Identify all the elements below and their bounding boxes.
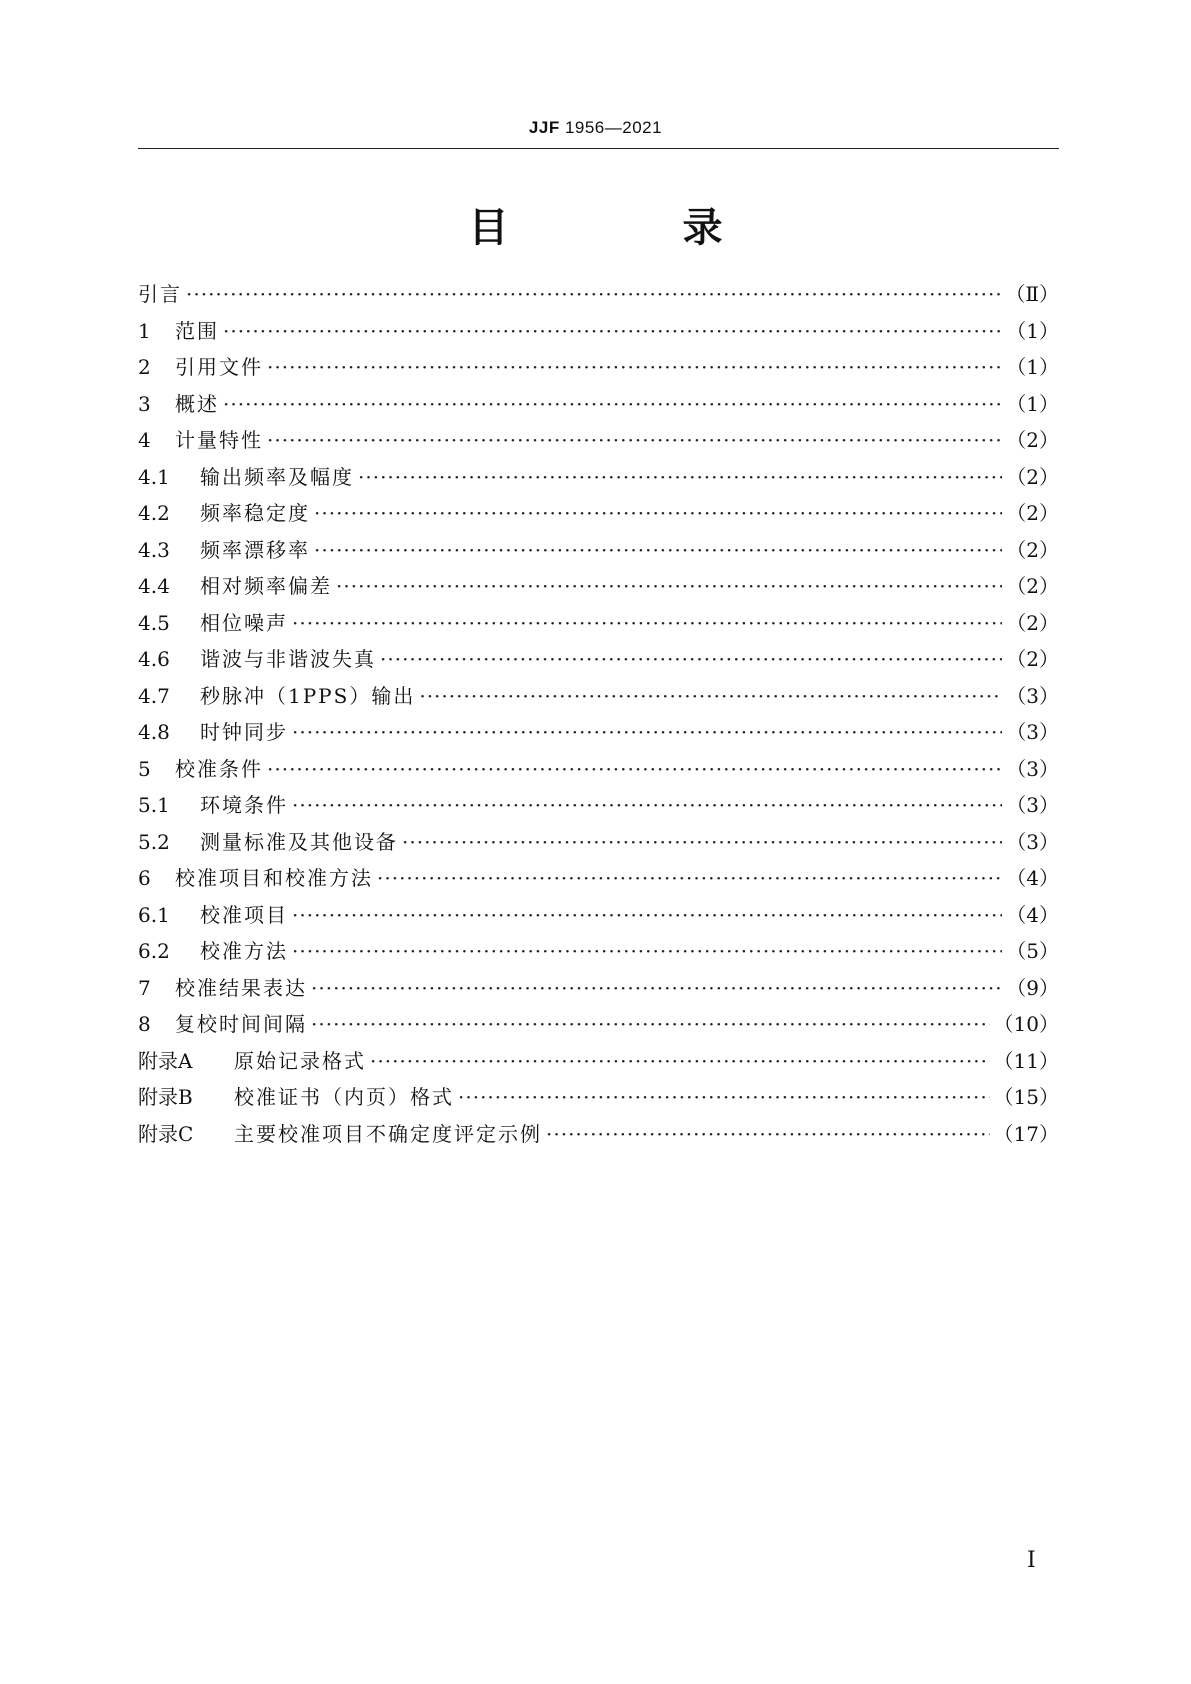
- toc-entry-page: （2）: [1006, 574, 1059, 598]
- toc-entry-page: （4）: [1006, 866, 1059, 890]
- toc-entry[interactable]: [138, 278, 1059, 315]
- toc-entry-number: 6.1: [138, 902, 170, 927]
- toc-entry-number: 6.2: [138, 939, 170, 963]
- toc-entry-number: 4: [138, 428, 151, 452]
- toc-entry-page: （2）: [1006, 610, 1059, 635]
- toc-entry[interactable]: [138, 607, 1059, 644]
- toc-entry-page: （4）: [1006, 902, 1059, 927]
- toc-dot-leader: [292, 720, 1002, 744]
- toc-entry-page: （2）: [1006, 464, 1059, 489]
- toc-dot-leader: [292, 793, 1002, 817]
- toc-entry-title: 引言: [138, 282, 182, 306]
- toc-entry-number: 4.6: [138, 647, 170, 671]
- toc-entry[interactable]: [138, 862, 1059, 899]
- toc-entry[interactable]: [138, 789, 1059, 826]
- toc-dot-leader: [377, 866, 1002, 890]
- toc-entry[interactable]: [138, 1008, 1059, 1045]
- toc-entry[interactable]: [138, 899, 1059, 936]
- toc-entry-page: （1）: [1006, 391, 1059, 416]
- toc-entry-page: （3）: [1006, 829, 1059, 854]
- toc-dot-leader: [314, 538, 1002, 562]
- toc-dot-leader: [292, 611, 1002, 635]
- toc-entry-title: 范围: [175, 318, 219, 343]
- toc-dot-leader: [186, 282, 1001, 306]
- toc-entry-title: 时钟同步: [200, 720, 288, 744]
- toc-entry-title: 相对频率偏差: [200, 574, 332, 598]
- toc-entry-title: 环境条件: [200, 793, 288, 817]
- toc-dot-leader: [223, 392, 1002, 416]
- toc-entry-page: （2）: [1006, 647, 1059, 671]
- toc-entry-number: 7: [138, 975, 151, 1000]
- toc-entry-page: （5）: [1006, 939, 1059, 963]
- toc-entry-title: 秒脉冲（1PPS）输出: [200, 683, 416, 708]
- toc-entry-title: 校准项目和校准方法: [175, 866, 373, 890]
- toc-entry-title: 输出频率及幅度: [200, 464, 354, 489]
- toc-entry-title: 校准结果表达: [175, 975, 307, 1000]
- toc-entry-title: 原始记录格式: [234, 1048, 366, 1073]
- toc-dot-leader: [292, 903, 1002, 927]
- toc-dot-leader: [458, 1085, 990, 1109]
- toc-entry[interactable]: [138, 1118, 1059, 1155]
- toc-dot-leader: [267, 355, 1002, 379]
- toc-entry-title: 频率漂移率: [200, 537, 310, 562]
- header-doc-code: JJF: [528, 118, 560, 137]
- toc-dot-leader: [267, 757, 1002, 781]
- toc-entry-title: 校准条件: [175, 756, 263, 781]
- toc-entry-page: （3）: [1006, 683, 1059, 708]
- toc-dot-leader: [358, 465, 1002, 489]
- toc-entry[interactable]: [138, 424, 1059, 461]
- toc-entry-number: 3: [138, 391, 151, 416]
- toc-entry-page: （10）: [993, 1012, 1059, 1036]
- toc-entry-page: （1）: [1006, 355, 1059, 379]
- toc-entry[interactable]: [138, 315, 1059, 352]
- toc-entry-title: 校准方法: [200, 939, 288, 963]
- table-of-contents: [138, 278, 1059, 1154]
- toc-entry-page: （1）: [1006, 318, 1059, 343]
- toc-dot-leader: [419, 684, 1002, 708]
- toc-entry-title: 校准证书（内页）格式: [234, 1085, 454, 1109]
- toc-entry-number: 4.1: [138, 464, 170, 489]
- toc-entry[interactable]: [138, 680, 1059, 717]
- toc-entry-page: （Ⅱ）: [1005, 282, 1059, 306]
- toc-entry-title: 引用文件: [175, 355, 263, 379]
- toc-entry-number: 5: [138, 756, 151, 781]
- header-doc-number: 1956—2021: [564, 118, 663, 137]
- toc-entry[interactable]: [138, 643, 1059, 680]
- toc-entry-number: 附录C: [138, 1121, 194, 1146]
- toc-entry-page: （2）: [1006, 428, 1059, 452]
- toc-entry-number: 2: [138, 355, 151, 379]
- toc-dot-leader: [370, 1049, 990, 1073]
- toc-dot-leader: [314, 501, 1002, 525]
- toc-entry[interactable]: [138, 753, 1059, 790]
- toc-entry-number: 4.5: [138, 610, 170, 635]
- toc-entry-number: 附录B: [138, 1085, 193, 1109]
- toc-dot-leader: [267, 428, 1002, 452]
- page-title: 目 录: [468, 205, 803, 251]
- toc-dot-leader: [546, 1122, 990, 1146]
- toc-entry[interactable]: [138, 826, 1059, 863]
- toc-entry[interactable]: [138, 388, 1059, 425]
- toc-entry-page: （9）: [1006, 975, 1059, 1000]
- toc-entry[interactable]: [138, 534, 1059, 571]
- toc-entry-page: （3）: [1006, 720, 1059, 744]
- toc-dot-leader: [402, 830, 1002, 854]
- toc-entry-title: 频率稳定度: [200, 501, 310, 525]
- toc-dot-leader: [380, 647, 1002, 671]
- toc-entry-number: 1: [138, 318, 151, 343]
- toc-dot-leader: [223, 319, 1002, 343]
- running-header: [0, 118, 1191, 138]
- header-divider: [138, 148, 1059, 149]
- toc-entry-number: 6: [138, 866, 151, 890]
- toc-entry[interactable]: [138, 972, 1059, 1009]
- toc-entry[interactable]: [138, 1045, 1059, 1082]
- toc-entry-title: 主要校准项目不确定度评定示例: [234, 1121, 542, 1146]
- toc-entry-number: 4.3: [138, 537, 170, 562]
- toc-entry-page: （17）: [993, 1121, 1059, 1146]
- toc-entry-page: （2）: [1006, 501, 1059, 525]
- toc-entry-number: 4.2: [138, 501, 170, 525]
- toc-entry[interactable]: [138, 716, 1059, 753]
- toc-entry-number: 4.4: [138, 574, 170, 598]
- toc-entry[interactable]: [138, 497, 1059, 534]
- toc-entry-title: 复校时间间隔: [175, 1012, 307, 1036]
- toc-entry-number: 4.7: [138, 683, 170, 708]
- toc-entry-title: 测量标准及其他设备: [200, 829, 398, 854]
- toc-entry[interactable]: [138, 935, 1059, 972]
- toc-entry-number: 8: [138, 1012, 151, 1036]
- toc-entry-title: 概述: [175, 391, 219, 416]
- toc-dot-leader: [336, 574, 1002, 598]
- toc-entry-page: （3）: [1006, 793, 1059, 817]
- toc-entry-page: （11）: [993, 1048, 1059, 1073]
- toc-entry-number: 附录A: [138, 1048, 193, 1073]
- page-number: I: [1027, 1548, 1036, 1573]
- toc-entry[interactable]: [138, 351, 1059, 388]
- toc-entry-title: 校准项目: [200, 902, 288, 927]
- toc-entry[interactable]: [138, 570, 1059, 607]
- toc-entry[interactable]: [138, 1081, 1059, 1118]
- toc-entry-page: （2）: [1006, 537, 1059, 562]
- toc-dot-leader: [311, 1012, 990, 1036]
- toc-entry-number: 5.1: [138, 793, 170, 817]
- toc-entry-title: 计量特性: [175, 428, 263, 452]
- toc-dot-leader: [292, 939, 1002, 963]
- toc-entry-title: 谐波与非谐波失真: [200, 647, 376, 671]
- toc-entry-page: （15）: [993, 1085, 1059, 1109]
- toc-entry-number: 5.2: [138, 829, 170, 854]
- toc-entry-number: 4.8: [138, 720, 170, 744]
- toc-entry-title: 相位噪声: [200, 610, 288, 635]
- toc-dot-leader: [311, 976, 1002, 1000]
- toc-entry[interactable]: [138, 461, 1059, 498]
- toc-entry-page: （3）: [1006, 756, 1059, 781]
